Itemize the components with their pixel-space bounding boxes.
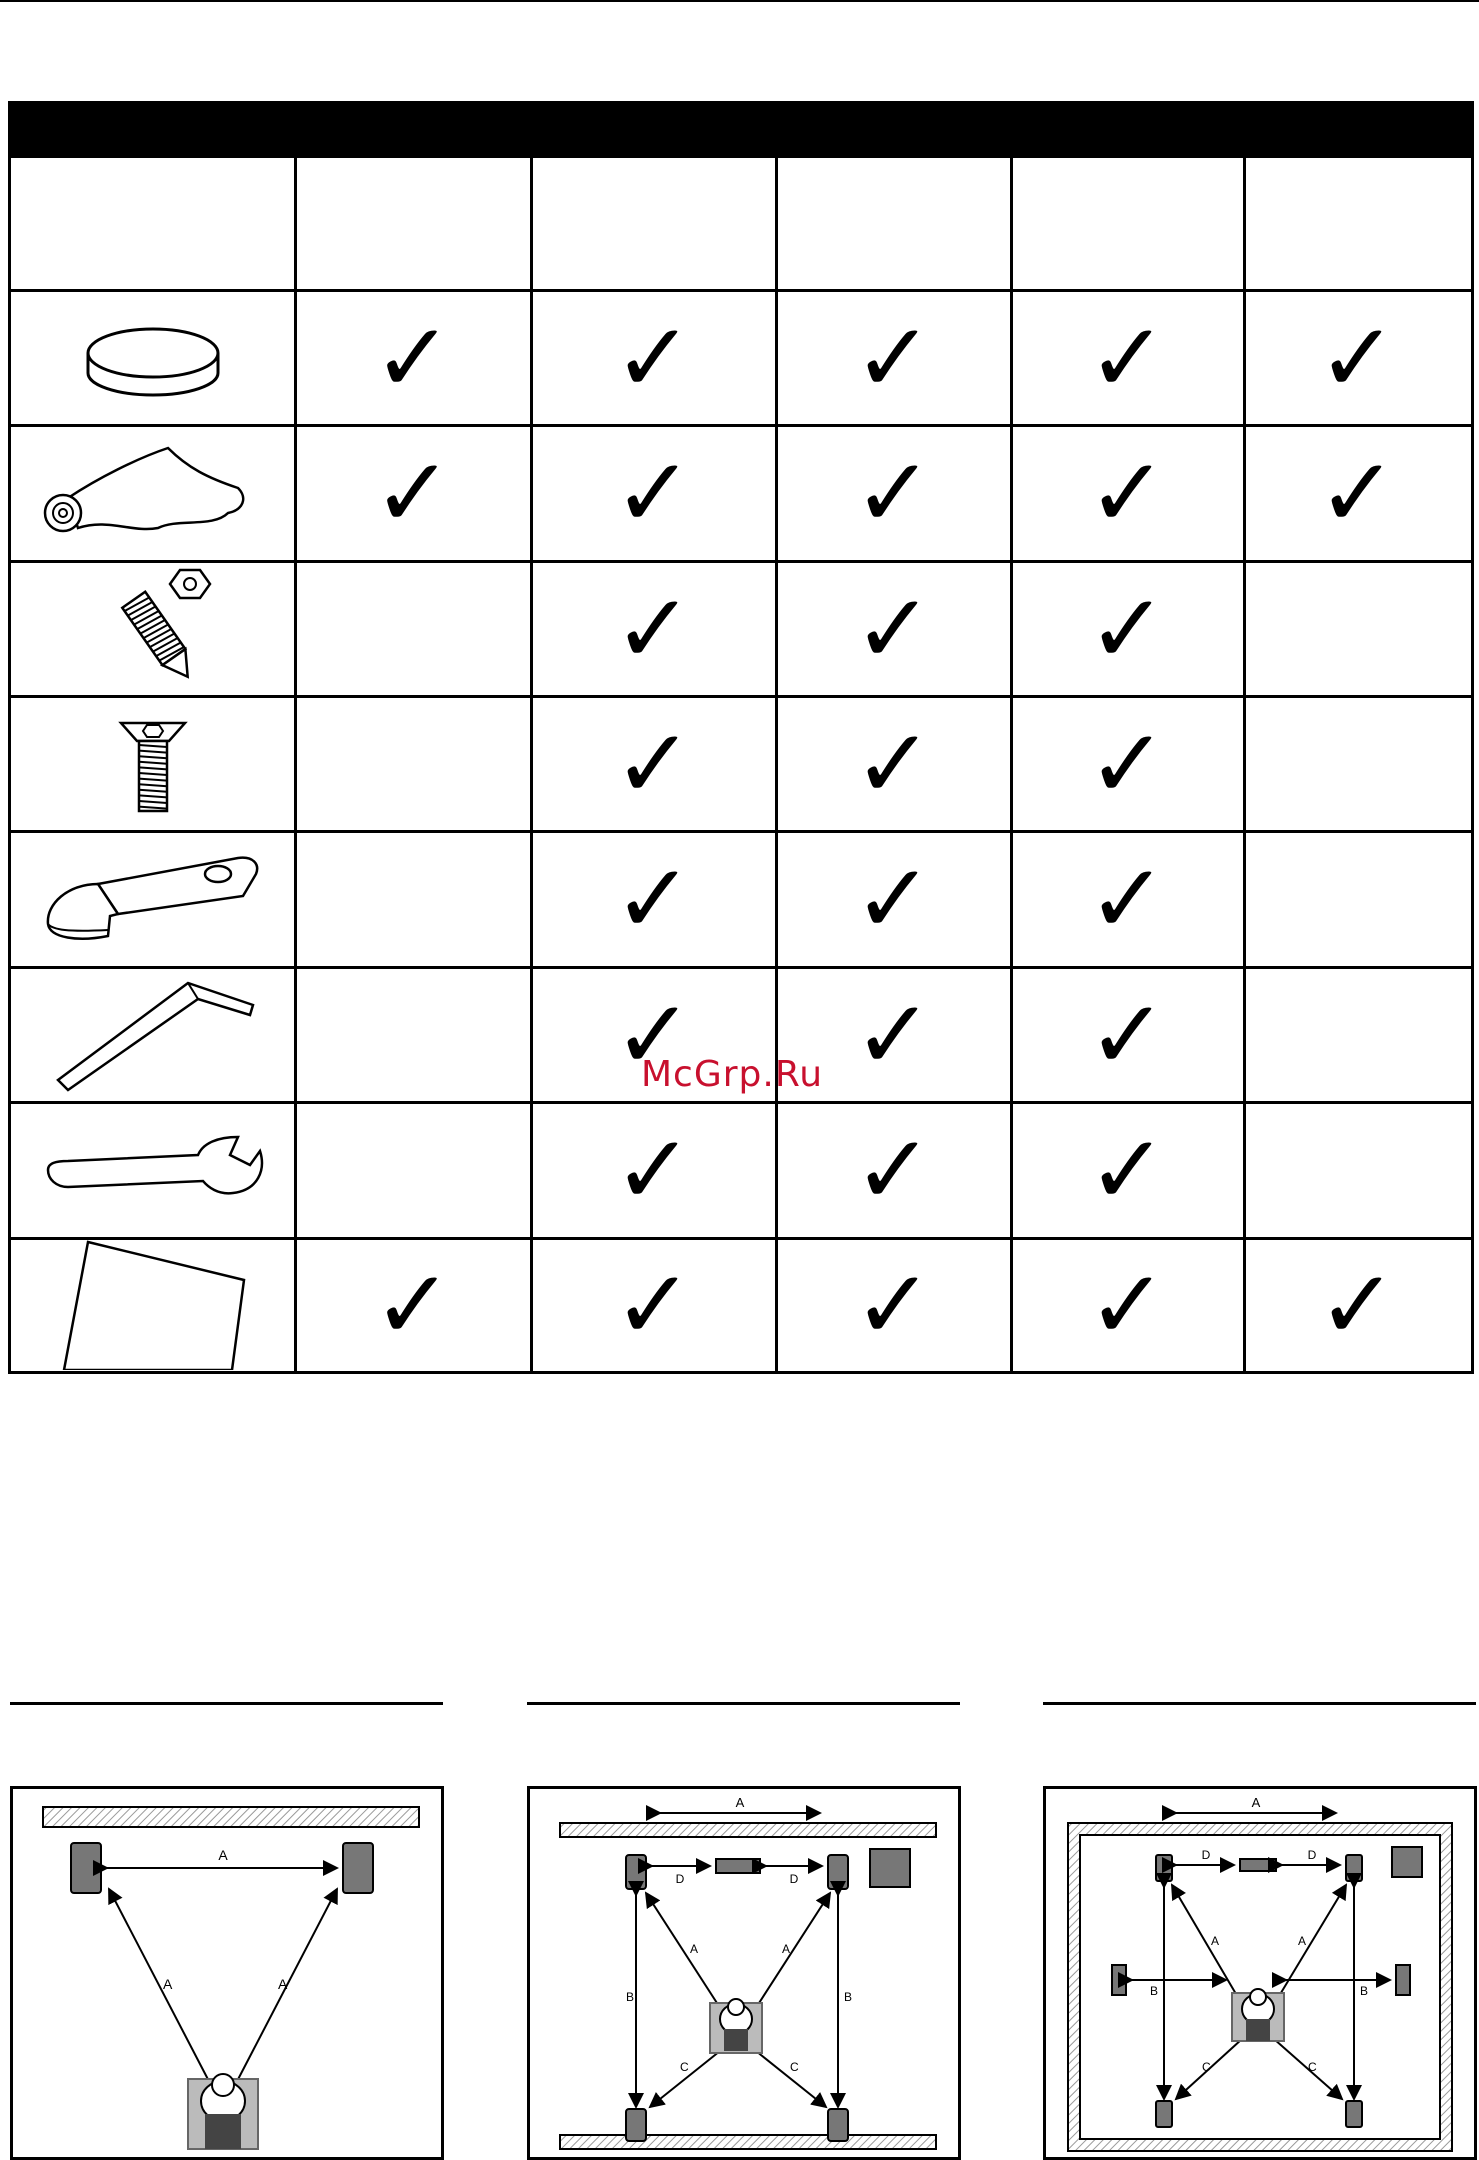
check-cell <box>776 1238 1011 1371</box>
check-cell <box>531 831 776 967</box>
checkmark-icon: ✓ <box>613 301 694 414</box>
checkmark-icon: ✓ <box>613 572 694 685</box>
checkmark-icon: ✓ <box>853 1248 934 1361</box>
check-cell <box>1011 425 1244 561</box>
subwoofer <box>1392 1847 1422 1877</box>
speaker-rear-left <box>1156 2101 1172 2127</box>
table-header-banner <box>11 104 1471 158</box>
check-cell <box>531 425 776 561</box>
check-cell <box>1011 696 1244 831</box>
check-cell <box>295 967 531 1102</box>
svg-text:A: A <box>690 1942 699 1956</box>
check-cell <box>295 290 531 425</box>
checkmark-icon: ✓ <box>853 843 934 955</box>
front-wall <box>560 1823 936 1837</box>
svg-text:D: D <box>789 1872 799 1886</box>
bolt-screw-icon <box>11 696 295 831</box>
checkmark-icon: ✓ <box>1087 437 1168 549</box>
accessories-table <box>8 101 1474 1374</box>
check-cell <box>776 1102 1011 1238</box>
checkmark-icon: ✓ <box>853 301 934 414</box>
check-cell <box>1011 967 1244 1102</box>
checkmark-icon: ✓ <box>1087 1114 1168 1226</box>
checkmark-icon: ✓ <box>853 1114 934 1226</box>
speaker-left <box>71 1843 101 1893</box>
checkmark-icon: ✓ <box>1317 301 1398 414</box>
speaker-center <box>716 1859 760 1873</box>
checkmark-icon: ✓ <box>1087 707 1168 820</box>
checkmark-icon: ✓ <box>853 707 934 820</box>
svg-text:B: B <box>844 1990 853 2004</box>
check-cell <box>776 290 1011 425</box>
svg-text:C: C <box>1308 2060 1317 2074</box>
check-cell <box>1244 696 1471 831</box>
label-a-right: A <box>278 1976 288 1992</box>
spike-with-nut-icon <box>11 561 295 696</box>
section-rule-seven-channel <box>1043 1702 1476 1705</box>
hex-key-icon <box>11 967 295 1102</box>
checkmark-icon: ✓ <box>372 437 454 549</box>
svg-text:D: D <box>1307 1848 1317 1862</box>
checkmark-icon: ✓ <box>1087 1248 1168 1361</box>
label-a-left: A <box>163 1976 173 1992</box>
svg-text:B: B <box>1360 1984 1369 1998</box>
check-cell <box>1011 1102 1244 1238</box>
checkmark-icon: ✓ <box>1317 437 1398 549</box>
checkmark-icon: ✓ <box>1087 978 1168 1091</box>
checkmark-icon: ✓ <box>372 301 454 414</box>
checkmark-icon: ✓ <box>1087 843 1168 955</box>
wall <box>43 1807 419 1827</box>
speaker-rear-right <box>1346 2101 1362 2127</box>
checkmark-icon: ✓ <box>613 437 694 549</box>
check-cell <box>1244 1102 1471 1238</box>
check-cell <box>1244 831 1471 967</box>
check-cell <box>1011 290 1244 425</box>
check-cell <box>1244 561 1471 696</box>
speaker-front-left <box>1156 1855 1172 1881</box>
check-cell <box>531 1238 776 1371</box>
check-cell <box>295 831 531 967</box>
check-cell <box>776 425 1011 561</box>
check-cell <box>1244 425 1471 561</box>
check-cell <box>295 1238 531 1371</box>
speaker-rear-left <box>626 2109 646 2141</box>
speaker-front-right <box>1346 1855 1362 1881</box>
check-cell <box>776 561 1011 696</box>
top-rule <box>0 0 1479 2</box>
svg-text:C: C <box>1202 2060 1211 2074</box>
subwoofer <box>870 1849 910 1887</box>
checkmark-icon: ✓ <box>613 1114 694 1226</box>
check-cell <box>295 1102 531 1238</box>
check-cell <box>1244 1238 1471 1371</box>
svg-text:A: A <box>1251 1795 1261 1810</box>
spanner-wrench-icon <box>11 1102 295 1238</box>
svg-text:B: B <box>1150 1984 1159 1998</box>
checkmark-icon: ✓ <box>853 572 934 685</box>
svg-text:D: D <box>675 1872 685 1886</box>
label-a-top: A <box>218 1847 228 1863</box>
mounting-bracket-icon <box>11 831 295 967</box>
polishing-cloth-icon <box>11 425 295 561</box>
check-cell <box>531 290 776 425</box>
checkmark-icon: ✓ <box>613 1248 694 1361</box>
section-rule-five-channel <box>527 1702 960 1705</box>
svg-text:A: A <box>1211 1934 1220 1948</box>
svg-text:A: A <box>782 1942 791 1956</box>
checkmark-icon: ✓ <box>1087 572 1168 685</box>
spike-shoe-pad-icon <box>11 290 295 425</box>
svg-text:B: B <box>626 1990 635 2004</box>
listener-figure <box>1232 1989 1284 2041</box>
speaker-center <box>1240 1859 1276 1871</box>
check-cell <box>776 831 1011 967</box>
checkmark-icon: ✓ <box>1087 301 1168 414</box>
seven-channel-layout-diagram <box>1043 1786 1477 2160</box>
speaker-side-right <box>1396 1965 1410 1995</box>
check-cell <box>1244 967 1471 1102</box>
speaker-front-left <box>626 1855 646 1889</box>
checkmark-icon: ✓ <box>853 978 934 1091</box>
svg-text:A: A <box>1298 1934 1307 1948</box>
speaker-side-left <box>1112 1965 1126 1995</box>
watermark-text: McGrp.Ru <box>641 1054 824 1095</box>
checkmark-icon: ✓ <box>1317 1248 1398 1361</box>
speaker-rear-right <box>828 2109 848 2141</box>
check-cell <box>531 696 776 831</box>
check-cell <box>1244 290 1471 425</box>
svg-text:C: C <box>790 2060 799 2074</box>
instruction-sheet-icon <box>11 1238 295 1371</box>
check-cell <box>295 425 531 561</box>
check-cell <box>1011 1238 1244 1371</box>
check-cell <box>1011 831 1244 967</box>
checkmark-icon: ✓ <box>372 1248 454 1361</box>
speaker-right <box>343 1843 373 1893</box>
svg-text:A: A <box>735 1795 745 1810</box>
check-cell <box>776 696 1011 831</box>
check-cell <box>295 561 531 696</box>
check-cell <box>295 696 531 831</box>
svg-text:C: C <box>680 2060 689 2074</box>
checkmark-icon: ✓ <box>613 707 694 820</box>
listener-figure <box>710 1999 762 2053</box>
check-cell <box>531 1102 776 1238</box>
check-cell <box>531 561 776 696</box>
checkmark-icon: ✓ <box>853 437 934 549</box>
check-cell <box>1011 561 1244 696</box>
rear-wall <box>560 2135 936 2149</box>
listener-figure <box>188 2074 258 2149</box>
checkmark-icon: ✓ <box>613 978 694 1091</box>
section-rule-stereo <box>10 1702 443 1705</box>
five-channel-layout-diagram <box>527 1786 961 2160</box>
stereo-layout-diagram <box>10 1786 444 2160</box>
speaker-front-right <box>828 1855 848 1889</box>
svg-text:D: D <box>1201 1848 1211 1862</box>
checkmark-icon: ✓ <box>613 843 694 955</box>
